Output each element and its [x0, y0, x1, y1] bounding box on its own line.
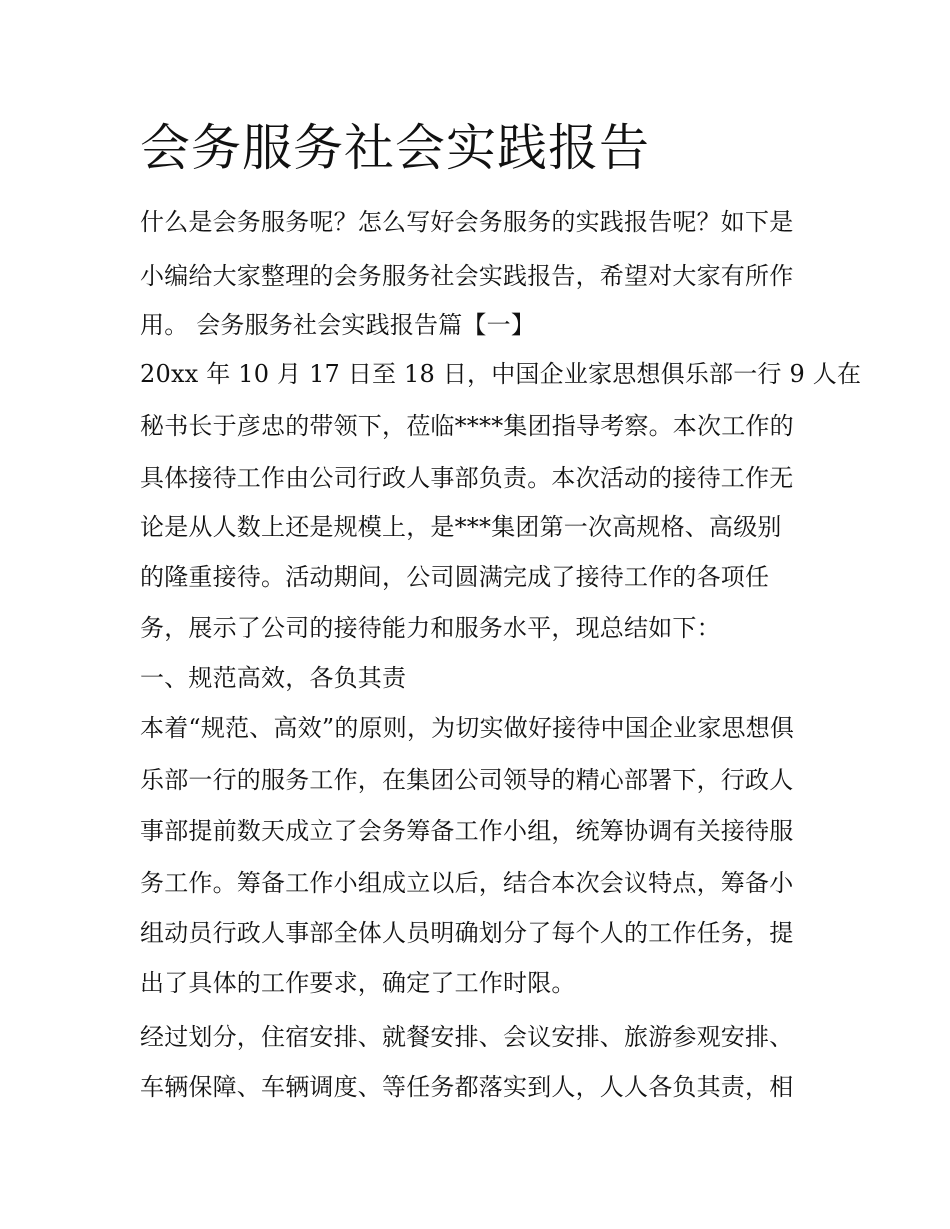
- body-line: 出了具体的工作要求，确定了工作时限。: [140, 969, 576, 997]
- body-line: 的隆重接待。活动期间，公司圆满完成了接待工作的各项任: [140, 563, 770, 591]
- body-line: 论是从人数上还是规模上，是***集团第一次高规格、高级别: [140, 513, 782, 541]
- body-line: 经过划分，住宿安排、就餐安排、会议安排、旅游参观安排、: [140, 1023, 794, 1051]
- body-line: 秘书长于彦忠的带领下，莅临****集团指导考察。本次工作的: [140, 412, 794, 440]
- body-line: 乐部一行的服务工作，在集团公司领导的精心部署下，行政人: [140, 766, 794, 794]
- body-line: 车辆保障、车辆调度、等任务都落实到人，人人各负其责，相: [140, 1073, 794, 1101]
- body-line: 什么是会务服务呢？怎么写好会务服务的实践报告呢？如下是: [140, 208, 794, 236]
- document-title: 会务服务社会实践报告: [140, 119, 650, 177]
- body-line: 用。 会务服务社会实践报告篇【一】: [140, 311, 536, 339]
- body-line: 务工作。筹备工作小组成立以后，结合本次会议特点，筹备小: [140, 869, 794, 897]
- body-line: 务，展示了公司的接待能力和服务水平，现总结如下：: [140, 614, 721, 642]
- body-line: 本着“规范、高效”的原则，为切实做好接待中国企业家思想俱: [140, 714, 795, 742]
- body-line: 事部提前数天成立了会务筹备工作小组，统筹协调有关接待服: [140, 817, 794, 845]
- section-heading: 一、规范高效，各负其责: [140, 664, 407, 692]
- body-line: 小编给大家整理的会务服务社会实践报告，希望对大家有所作: [140, 262, 794, 290]
- body-line: 具体接待工作由公司行政人事部负责。本次活动的接待工作无: [140, 464, 794, 492]
- body-line: 20xx 年 10 月 17 日至 18 日，中国企业家思想俱乐部一行 9 人在: [140, 360, 862, 388]
- body-line: 组动员行政人事部全体人员明确划分了每个人的工作任务，提: [140, 919, 794, 947]
